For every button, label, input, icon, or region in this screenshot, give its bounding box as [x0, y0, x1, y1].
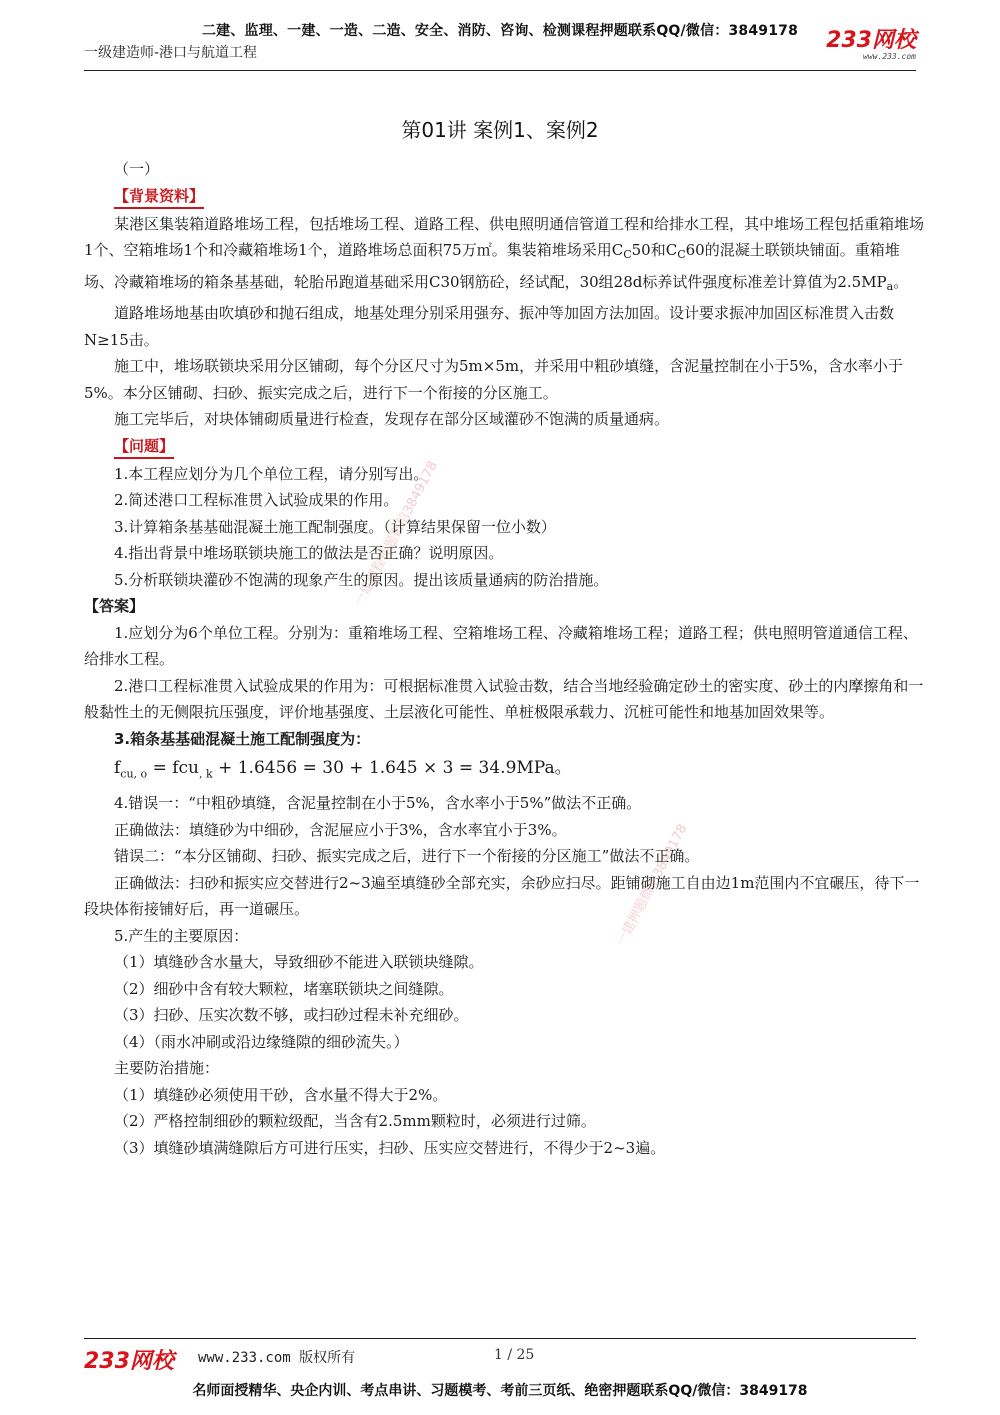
watermark-2: 一建押题微信3849178	[613, 821, 691, 949]
page-title: 第01讲 案例1、案例2	[401, 118, 599, 142]
question-item: 3.计算箱条基基础混凝土施工配制强度。（计算结果保留一位小数）	[114, 517, 556, 536]
question-item: 4.指出背景中堆场联锁块施工的做法是否正确？说明原因。	[114, 544, 504, 562]
cause-item: （2）细砂中含有较大颗粒，堵塞联锁块之间缝隙。	[114, 979, 454, 998]
cause-item: （1）填缝砂含水量大，导致细砂不能进入联锁块缝隙。	[114, 953, 484, 972]
footer-logo[interactable]: 233网校	[84, 1349, 174, 1374]
cause-item: （3）扫砂、压实次数不够，或扫砂过程未补充细砂。	[114, 1006, 469, 1025]
question-item: 1.本工程应划分为几个单位工程，请分别写出。	[114, 464, 429, 483]
document-subtitle: 一级建造师-港口与航道工程	[84, 45, 258, 61]
background-paragraph-4: 施工完毕后，对块体铺砌质量进行检查，发现存在部分区域灌砂不饱满的质量通病。	[114, 410, 670, 428]
answer-2: 2.港口工程标准贯入试验成果的作用为：可根据标准贯入试验击数，结合当地经验确定砂土的密实度、砂土的内摩擦角和一般黏性土的无侧限抗压强度，评价地基强度、土层液化可能性、单桩极限承载力、沉桩可能性和地基加固效果等。	[84, 676, 924, 721]
document-body	[84, 156, 924, 1161]
background-heading: 【背景资料】	[114, 185, 204, 209]
watermark-1: 一建课程押题微信3849178	[351, 458, 441, 609]
footer-divider	[84, 1338, 916, 1339]
question-item: 5.分析联锁块灌砂不饱满的现象产生的原因。提出该质量通病的防治措施。	[114, 570, 609, 589]
cause-item: （4）（雨水冲刷或沿边缘缝隙的细砂流失。）	[114, 1032, 409, 1051]
part-label: （一）	[114, 160, 160, 178]
background-paragraph-1: 某港区集装箱道路堆场工程，包括堆场工程、道路工程、供电照明通信管道工程和给排水工程，其中堆场工程包括重箱堆场1个、空箱堆场1个和冷藏箱堆场1个，道路堆场总面积75万㎡。集装箱堆场采用$C_C50$和$C_C60$的混凝土联锁块铺面。重箱堆场、冷藏箱堆场的箱条基基础，轮胎吊跑道基础采用C30钢筋砼，经试配，30组28d标养试件强度标准差计算值为$2.5MP_a$。	[84, 214, 925, 293]
answer-1: 1.应划分为6个单位工程。分别为：重箱堆场工程、空箱堆场工程、冷藏箱堆场工程；道路工程；供电照明管道通信工程、给排水工程。	[84, 623, 918, 668]
measures-heading: 主要防治措施：	[114, 1059, 220, 1078]
bottom-banner: 名师面授精华、央企内训、考点串讲、习题模考、考前三页纸、绝密押题联系QQ/微信：3849178	[192, 1383, 808, 1399]
answer-4-correction-2: 正确做法：扫砂和振实应交替进行2~3遍至填缝砂全部充实，余砂应扫尽。距铺砌施工自由边1m范围内不宜碾压，待下一段块体衔接铺好后，再一道碾压。	[84, 873, 920, 919]
questions-heading: 【问题】	[114, 435, 174, 459]
measure-item: （3）填缝砂填满缝隙后方可进行压实，扫砂、压实应交替进行，不得少于2~3遍。	[114, 1138, 666, 1157]
measure-item: （1）填缝砂必须使用干砂，含水量不得大于2%。	[114, 1085, 448, 1104]
answer-4-correction-1: 正确做法：填缝砂为中细砂，含泥屉应小于3%，含水率宜小于3%。	[114, 820, 567, 839]
brand-logo[interactable]	[826, 30, 916, 61]
background-paragraph-3: 施工中，堆场联锁块采用分区铺砌，每个分区尺寸为5m×5m，并采用中粗砂填缝，含泥量控制在小于5%，含水率小于5%。本分区铺砌、扫砂、振实完成之后，进行下一个衔接的分区施工。	[84, 357, 903, 402]
page-number: 1 / 25	[494, 1347, 535, 1363]
answer-4-error-2: 错误二：“本分区铺砌、扫砂、振实完成之后，进行下一个衔接的分区施工”做法不正确。	[114, 847, 700, 866]
answer-3-heading: 3.箱条基基础混凝土施工配制强度为：	[114, 729, 371, 748]
brand-logo-text: 233网校	[826, 28, 916, 53]
top-banner: 二建、监理、一建、一造、二造、安全、消防、咨询、检测课程押题联系QQ/微信：3849178	[201, 23, 799, 39]
background-paragraph-2: 道路堆场地基由吹填砂和抛石组成，地基处理分别采用强夯、振冲等加固方法加固。设计要求振冲加固区标准贯入击数N≥15击。	[84, 304, 895, 349]
answer-5-heading: 5.产生的主要原因：	[114, 926, 249, 945]
answers-heading: 【答案】	[84, 597, 145, 615]
measure-item: （2）严格控制细砂的颗粒级配，当含有2.5mm颗粒时，必须进行过筛。	[114, 1112, 596, 1131]
footer-copyright: www.233.com 版权所有	[198, 1350, 356, 1366]
brand-logo-url: www.233.com	[863, 52, 916, 61]
question-item: 2.简述港口工程标准贯入试验成果的作用。	[114, 491, 399, 509]
header-divider	[84, 70, 916, 71]
answer-3-formula: $f_{cu, o} = fcu_{, k} + 1.6456 = 30 + 1.645 \times 3 = 34.9MPa$。	[114, 758, 572, 781]
answer-4-error-1: 4.错误一：“中粗砂填缝，含泥量控制在小于5%，含水率小于5%”做法不正确。	[114, 794, 642, 813]
